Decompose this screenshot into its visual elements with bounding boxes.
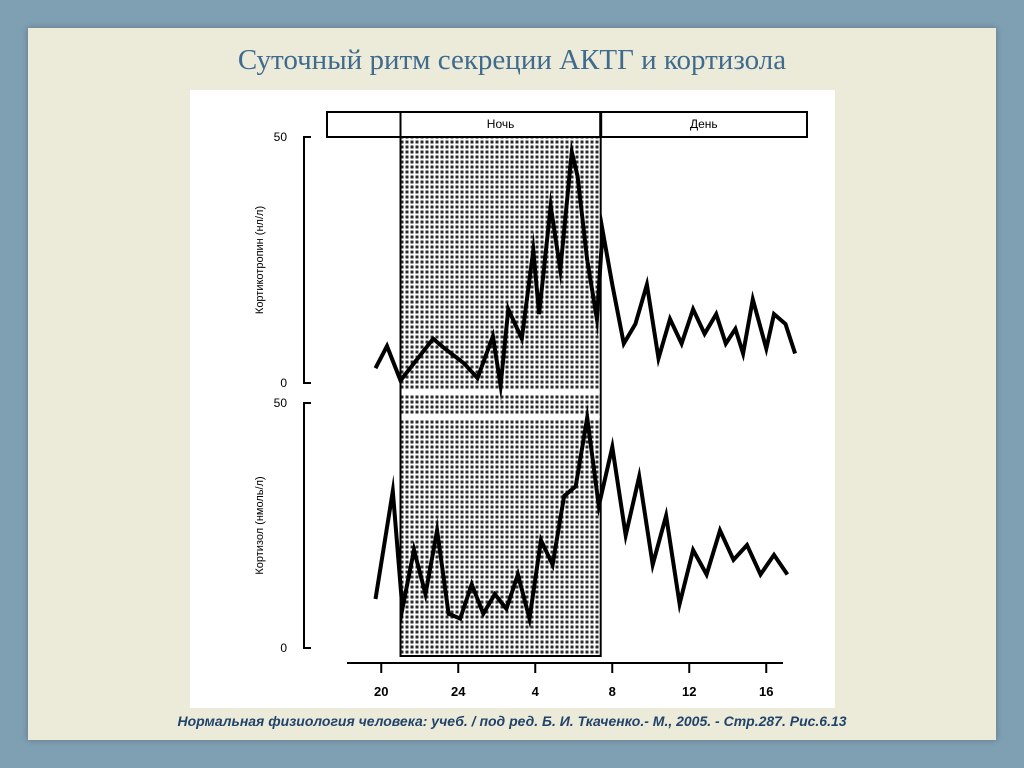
y-tick-label: 0 — [280, 376, 287, 390]
y-axis-label-1: Кортикотропин (нл/л) — [254, 205, 266, 315]
period-label-night: Ночь — [486, 117, 515, 131]
y-tick-label: 50 — [273, 396, 287, 410]
slide-title: Суточный ритм секреции АКТГ и кортизола — [237, 44, 787, 76]
period-label-day: День — [690, 117, 718, 131]
x-tick-label: 12 — [682, 684, 697, 699]
x-tick-label: 4 — [531, 684, 539, 699]
y-axis-label-2: Кортизол (нмоль/л) — [254, 476, 266, 575]
x-tick-label: 16 — [759, 684, 774, 699]
y-tick-label: 50 — [273, 130, 287, 144]
y-tick-label: 0 — [280, 641, 287, 655]
x-tick-label: 8 — [608, 684, 616, 699]
period-header-bar — [327, 112, 807, 137]
x-tick-label: 24 — [451, 684, 466, 699]
x-tick-label: 20 — [374, 684, 389, 699]
figure-caption: Нормальная физиология человека: учеб. / под ред. Б. И. Ткаченко.- М., 2005. - Стр.287. Рис.6.13 — [177, 713, 847, 729]
